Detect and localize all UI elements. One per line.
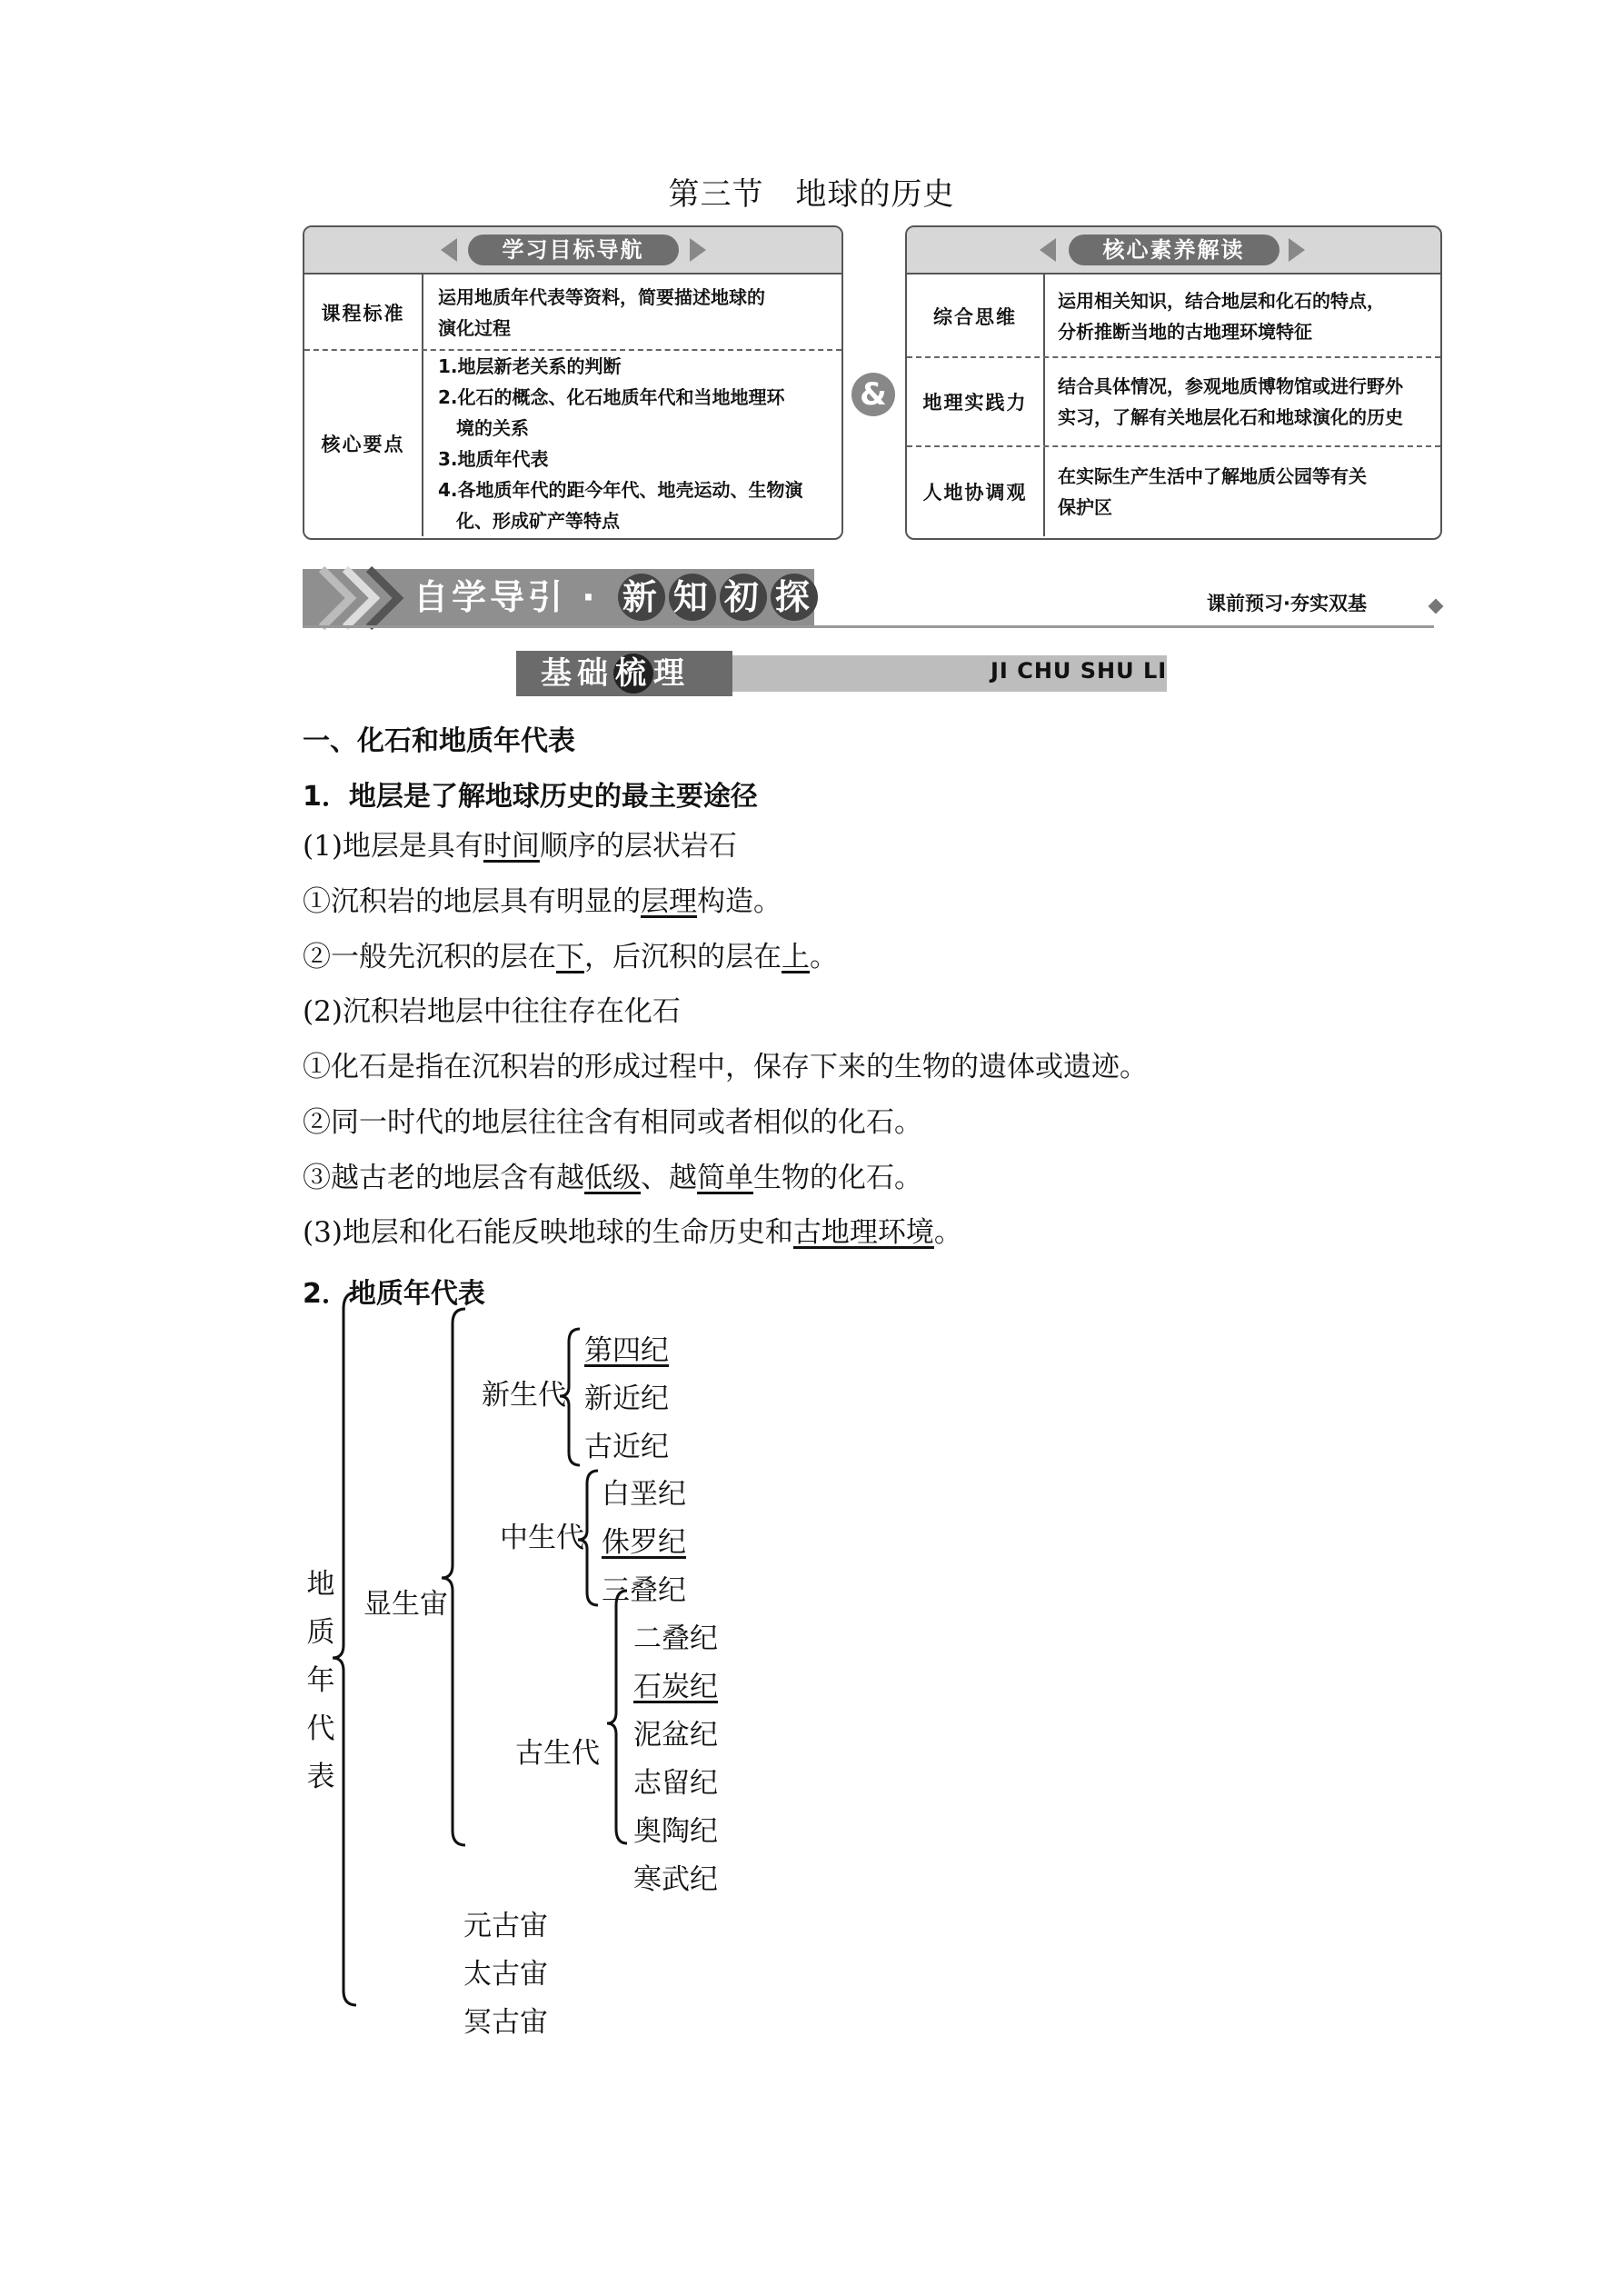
row-core-points xyxy=(304,351,841,536)
arrow-right-icon xyxy=(690,238,706,262)
text: ②一般先沉积的层在 xyxy=(303,941,556,973)
title-char: 初 xyxy=(720,574,767,621)
row-label: 核心要点 xyxy=(304,351,423,536)
root-char: 年 xyxy=(306,1664,335,1697)
text-line: 实习，了解有关地层化石和地球演化的历史 xyxy=(1058,406,1403,428)
period: 寒武纪 xyxy=(633,1863,718,1896)
root-label xyxy=(303,1561,339,1802)
row-text xyxy=(1058,275,1435,358)
text-line: 3.地质年代表 xyxy=(438,448,549,470)
row-text xyxy=(1058,447,1435,536)
period: 新近纪 xyxy=(584,1383,669,1415)
paragraph: (2)沉积岩地层中往往存在化石 xyxy=(303,995,681,1028)
text: 。 xyxy=(810,941,838,973)
text: 。 xyxy=(933,1216,962,1249)
period: 志留纪 xyxy=(633,1767,718,1800)
era-mesozoic: 中生代 xyxy=(500,1522,584,1554)
paragraph: ②同一时代的地层往往含有相同或者相似的化石。 xyxy=(303,1106,922,1139)
text-line: 在实际生产生活中了解地质公园等有关 xyxy=(1058,465,1367,487)
arrow-right-icon xyxy=(1289,238,1305,262)
row-label: 课程标准 xyxy=(304,275,423,351)
title-char: 新 xyxy=(618,574,665,621)
root-char: 表 xyxy=(306,1761,335,1793)
root-char: 地 xyxy=(306,1568,335,1601)
section-note: 课前预习·夯实双基 xyxy=(1207,593,1367,614)
text-line: 化、形成矿产等特点 xyxy=(438,510,620,532)
heading-1: 一、化石和地质年代表 xyxy=(303,725,575,757)
text: 生物的化石。 xyxy=(753,1162,922,1194)
text-line: 分析推断当地的古地理环境特征 xyxy=(1058,321,1312,343)
eon-phanerozoic: 显生宙 xyxy=(363,1588,448,1621)
row-comprehensive-thinking xyxy=(907,273,1440,358)
text-line: 结合具体情况，参观地质博物馆或进行野外 xyxy=(1058,375,1403,397)
eon: 太古宙 xyxy=(463,1958,548,1991)
eon-list xyxy=(463,1902,548,2047)
paragraph xyxy=(303,828,737,864)
answer-underline: 下 xyxy=(556,941,584,973)
row-human-earth xyxy=(907,447,1440,536)
period: 白垩纪 xyxy=(602,1478,686,1511)
answer-underline: 简单 xyxy=(697,1162,753,1194)
answer-underline: 古地理环境 xyxy=(792,1216,934,1249)
text-line: 2.化石的概念、化石地质年代和当地地理环 xyxy=(438,386,785,408)
period: 二叠纪 xyxy=(633,1622,718,1655)
text: ①沉积岩的地层具有明显的 xyxy=(303,885,641,918)
text-line: 4.各地质年代的距今年代、地壳运动、生物演 xyxy=(438,479,803,501)
heading-3: 2．地质年代表 xyxy=(303,1278,485,1310)
text-line: 运用地质年代表等资料，简要描述地球的 xyxy=(438,286,765,308)
text: 、越 xyxy=(641,1162,697,1194)
row-course-standard xyxy=(304,273,841,351)
subsection-text: 基础 xyxy=(541,655,613,692)
section-rule xyxy=(303,625,1434,628)
period: 泥盆纪 xyxy=(633,1719,718,1752)
text-line: 1.地层新老关系的判断 xyxy=(438,355,622,377)
row-geo-practice xyxy=(907,358,1440,445)
period: 古近纪 xyxy=(584,1431,669,1463)
title-char: 知 xyxy=(669,574,716,621)
text-line: 境的关系 xyxy=(438,417,529,439)
subsection-char: 梳 xyxy=(615,655,652,692)
text: (1)地层是具有 xyxy=(303,830,483,863)
learning-goals-header: 学习目标导航 xyxy=(468,235,679,265)
answer-underline: 上 xyxy=(782,941,810,973)
arrow-left-icon xyxy=(1040,238,1056,262)
page-title: 第三节 地球的历史 xyxy=(668,176,955,213)
eon: 元古宙 xyxy=(463,1910,548,1942)
row-label: 人地协调观 xyxy=(907,447,1045,536)
text-line: 运用相关知识，结合地层和化石的特点， xyxy=(1058,290,1385,312)
text: 构造。 xyxy=(697,885,782,918)
row-text xyxy=(1058,358,1435,445)
era-paleozoic: 古生代 xyxy=(515,1737,600,1770)
row-text xyxy=(438,351,836,536)
period-underlined: 第四纪 xyxy=(584,1334,669,1367)
answer-underline: 低级 xyxy=(584,1162,641,1194)
text: ③越古老的地层含有越 xyxy=(303,1162,584,1194)
title-char: 探 xyxy=(771,574,818,621)
eon: 冥古宙 xyxy=(463,2006,548,2039)
paragraph xyxy=(303,939,838,975)
ampersand-icon: & xyxy=(851,373,895,416)
learning-goals-box xyxy=(303,225,843,540)
era-cenozoic: 新生代 xyxy=(482,1379,566,1412)
text-line: 保护区 xyxy=(1058,496,1112,518)
period-list xyxy=(633,1615,718,1904)
root-char: 质 xyxy=(306,1616,335,1649)
subsection-pinyin: JI CHU SHU LI xyxy=(991,658,1168,684)
paragraph xyxy=(303,883,782,920)
paragraph: ①化石是指在沉积岩的形成过程中，保存下来的生物的遗体或遗迹。 xyxy=(303,1051,1148,1083)
row-text xyxy=(438,275,836,351)
answer-underline: 层理 xyxy=(641,885,697,918)
period: 三叠纪 xyxy=(602,1574,686,1607)
arrow-left-icon xyxy=(441,238,457,262)
core-literacy-header: 核心素养解读 xyxy=(1069,235,1279,265)
chevron-arrows-icon xyxy=(305,564,414,633)
diamond-icon xyxy=(1429,599,1444,614)
paragraph xyxy=(303,1214,962,1251)
core-literacy-box xyxy=(905,225,1442,540)
root-char: 代 xyxy=(306,1712,335,1745)
row-label: 综合思维 xyxy=(907,275,1045,358)
period-list xyxy=(602,1471,686,1615)
period: 奥陶纪 xyxy=(633,1815,718,1848)
heading-2: 1．地层是了解地球历史的最主要途径 xyxy=(303,781,758,813)
text: (3)地层和化石能反映地球的生命历史和 xyxy=(303,1216,793,1249)
section-title-text: 自学导引 · xyxy=(413,577,614,617)
subsection-title xyxy=(541,651,690,696)
answer-underline: 时间 xyxy=(483,830,540,863)
row-label: 地理实践力 xyxy=(907,358,1045,445)
text: ，后沉积的层在 xyxy=(584,941,782,973)
text: 顺序的层状岩石 xyxy=(539,830,737,863)
period-underlined: 石炭纪 xyxy=(633,1671,718,1703)
section-title xyxy=(413,571,818,624)
subsection-text: 理 xyxy=(653,655,690,692)
text-line: 演化过程 xyxy=(438,317,511,339)
paragraph xyxy=(303,1160,922,1196)
period-list xyxy=(584,1327,669,1472)
period-underlined: 侏罗纪 xyxy=(602,1526,686,1559)
